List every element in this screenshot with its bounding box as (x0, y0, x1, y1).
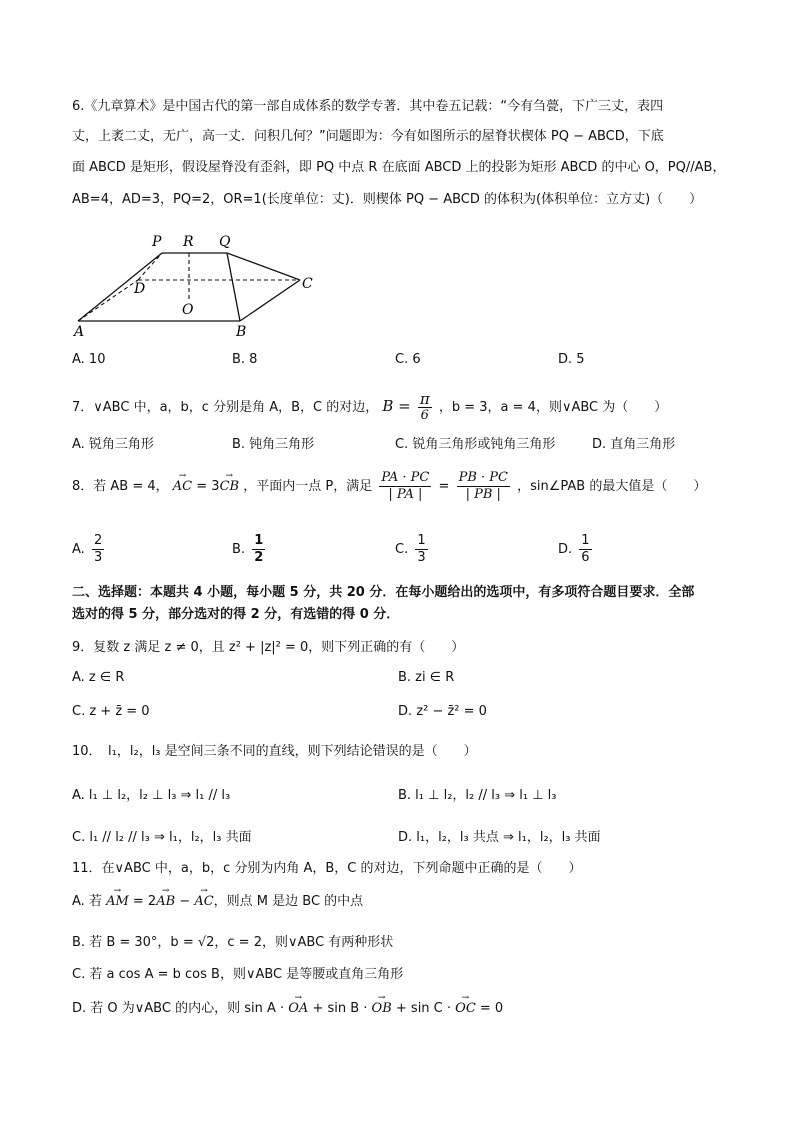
q8-option-b (232, 530, 268, 570)
section2-heading-line-2: 选对的得 5 分，部分选对的得 2 分，有选错的得 0 分． (72, 607, 400, 622)
q8-frac2-den: | PB | (465, 487, 501, 502)
q6-line-1: 6.《九章算术》是中国古代的第一部自成体系的数学专著．其中卷五记载：“今有刍甍，下广三丈，表四 (72, 99, 664, 114)
q6-option-b: B. 8 (232, 352, 258, 367)
q11-option-d-suffix: = 0 (475, 1001, 504, 1016)
q9-option-c: C. z + z̄ = 0 (72, 704, 150, 719)
q7-option-c: C. 锐角三角形或钝角三角形 (395, 437, 556, 452)
q11-option-a-eq: = 2 (128, 894, 157, 909)
edge-qc (227, 253, 300, 280)
q8-stem-b: ，平面内一点 P，满足 (243, 479, 373, 494)
q7-pi-over-6 (418, 391, 432, 424)
q8-option-b-den: 2 (254, 550, 264, 565)
q7-six: 6 (420, 408, 429, 423)
q10-option-b: B. l₁ ⊥ l₂，l₂ // l₃ ⇒ l₁ ⊥ l₃ (398, 788, 557, 803)
q11-option-a-minus: − (175, 894, 195, 909)
label-p: P (152, 234, 162, 250)
q8-option-c-letter: C. (395, 542, 409, 557)
q7-option-d: D. 直角三角形 (592, 437, 676, 452)
q7-option-a: A. 锐角三角形 (72, 437, 154, 452)
edge-bc (240, 280, 300, 321)
q8-option-c-frac (415, 533, 427, 566)
q11-option-d (72, 999, 503, 1019)
q8-option-a-den: 3 (93, 550, 103, 565)
q8-option-a-frac (92, 533, 104, 566)
q8-option-d-letter: D. (558, 542, 573, 557)
q8-vec-cb: → CB (220, 468, 240, 506)
q11-option-b: B. 若 B = 30°，b = √2，c = 2，则∨ABC 有两种形状 (72, 935, 394, 950)
q8-option-a (72, 530, 107, 570)
q8-option-b-frac (252, 533, 265, 566)
q8-option-a-letter: A. (72, 542, 85, 557)
q6-line-3: 面 ABCD 是矩形，假设屋脊没有歪斜，即 PQ 中点 R 在底面 ABCD 上的投影为矩形 ABCD 的中心 O，PQ//AB， (72, 160, 726, 175)
label-r: R (183, 234, 194, 250)
q8-frac1-num: PA · PC (381, 470, 430, 485)
q6-option-d: D. 5 (558, 352, 585, 367)
q8-option-a-num: 2 (93, 533, 103, 548)
q8-option-c-den: 3 (417, 550, 426, 565)
q8-option-d (558, 530, 595, 570)
q11-vec-ac: → AC (194, 892, 213, 912)
q7-stem-b: ，b = 3，a = 4，则∨ABC 为（ ） (438, 400, 668, 415)
q11-vec-oc: → OC (455, 999, 476, 1019)
q11-vec-ob: → OB (372, 999, 392, 1019)
q11-option-d-plus-b: + sin B · (308, 1001, 372, 1016)
q8-fraction-1 (379, 470, 431, 503)
q8-stem (72, 468, 706, 506)
q7-b-equals: B = (382, 397, 411, 415)
edge-ap (78, 253, 162, 321)
q6-option-c: C. 6 (395, 352, 421, 367)
q8-eq3: = 3 (192, 479, 220, 494)
label-c: C (302, 276, 313, 292)
q8-option-c (395, 530, 431, 570)
label-b: B (236, 324, 247, 340)
edge-bq (227, 253, 240, 321)
q8-equals: = (438, 479, 450, 494)
q8-stem-c: ，sin∠PAB 的最大值是（ ） (517, 479, 707, 494)
section2-heading-line-1: 二、选择题：本题共 4 小题，每小题 5 分，共 20 分．在每小题给出的选项中，有多项符合题目要求．全部 (72, 585, 695, 600)
q7-stem (72, 388, 667, 426)
q11-option-c: C. 若 a cos A = b cos B，则∨ABC 是等腰或直角三角形 (72, 967, 404, 982)
q11-vec-ab: → AB (156, 892, 175, 912)
q8-frac2-num: PB · PC (458, 470, 508, 485)
q8-option-d-num: 1 (581, 533, 590, 548)
q11-option-d-prefix: D. 若 O 为∨ABC 的内心，则 sin A · (72, 1001, 289, 1016)
edge-dp (138, 253, 162, 280)
label-q: Q (219, 234, 231, 250)
q8-stem-a: 8．若 AB = 4， (72, 479, 169, 494)
q10-option-a: A. l₁ ⊥ l₂，l₂ ⊥ l₃ ⇒ l₁ // l₃ (72, 788, 231, 803)
q8-vec-ac: → AC (173, 468, 192, 506)
q8-option-c-num: 1 (417, 533, 426, 548)
q10-stem: 10． l₁，l₂，l₃ 是空间三条不同的直线，则下列结论错误的是（ ） (72, 744, 477, 759)
q11-option-a-suffix: ，则点 M 是边 BC 的中点 (213, 894, 364, 909)
q10-option-d: D. l₁，l₂，l₃ 共点 ⇒ l₁，l₂，l₃ 共面 (398, 830, 601, 845)
label-d: D (134, 281, 146, 297)
q9-option-d: D. z² − z̄² = 0 (398, 704, 487, 719)
q8-option-d-frac (579, 533, 591, 566)
q6-line-2: 丈，上袤二丈，无广，高一丈．问积几何？”问题即为：今有如图所示的屋脊状楔体 PQ − ABCD，下底 (72, 129, 664, 144)
q8-option-b-num: 1 (254, 533, 264, 548)
q11-option-a (72, 892, 363, 912)
q11-vec-am: → AM (106, 892, 129, 912)
q9-option-b: B. zi ∈ R (398, 670, 455, 685)
q8-option-b-letter: B. (232, 542, 246, 557)
q9-stem: 9．复数 z 满足 z ≠ 0，且 z² + |z|² = 0，则下列正确的有（ ） (72, 640, 465, 655)
q7-option-b: B. 钝角三角形 (232, 437, 315, 452)
edge-ad (78, 280, 138, 321)
wedge-figure (72, 228, 332, 343)
q6-line-4: AB=4，AD=3，PQ=2，OR=1(长度单位：丈)．则楔体 PQ − ABCD 的体积为(体积单位：立方丈)（ ） (72, 192, 703, 207)
q11-stem: 11．在∨ABC 中，a，b，c 分别为内角 A，B，C 的对边，下列命题中正确的是（ ） (72, 861, 582, 876)
q8-frac1-den: | PA | (388, 487, 423, 502)
q7-pi: π (419, 390, 430, 408)
q11-vec-oa: → OA (288, 999, 308, 1019)
q11-option-d-plus-c: + sin C · (391, 1001, 456, 1016)
label-o: O (182, 302, 194, 318)
q6-option-a: A. 10 (72, 352, 106, 367)
q7-stem-a: 7．∨ABC 中，a，b，c 分别是角 A，B，C 的对边， (72, 400, 379, 415)
q11-option-a-prefix: A. 若 (72, 894, 107, 909)
q8-option-d-den: 6 (581, 550, 590, 565)
q8-fraction-2 (457, 470, 510, 503)
q10-option-c: C. l₁ // l₂ // l₃ ⇒ l₁，l₂，l₃ 共面 (72, 830, 252, 845)
q9-option-a: A. z ∈ R (72, 670, 125, 685)
label-a: A (74, 324, 85, 340)
